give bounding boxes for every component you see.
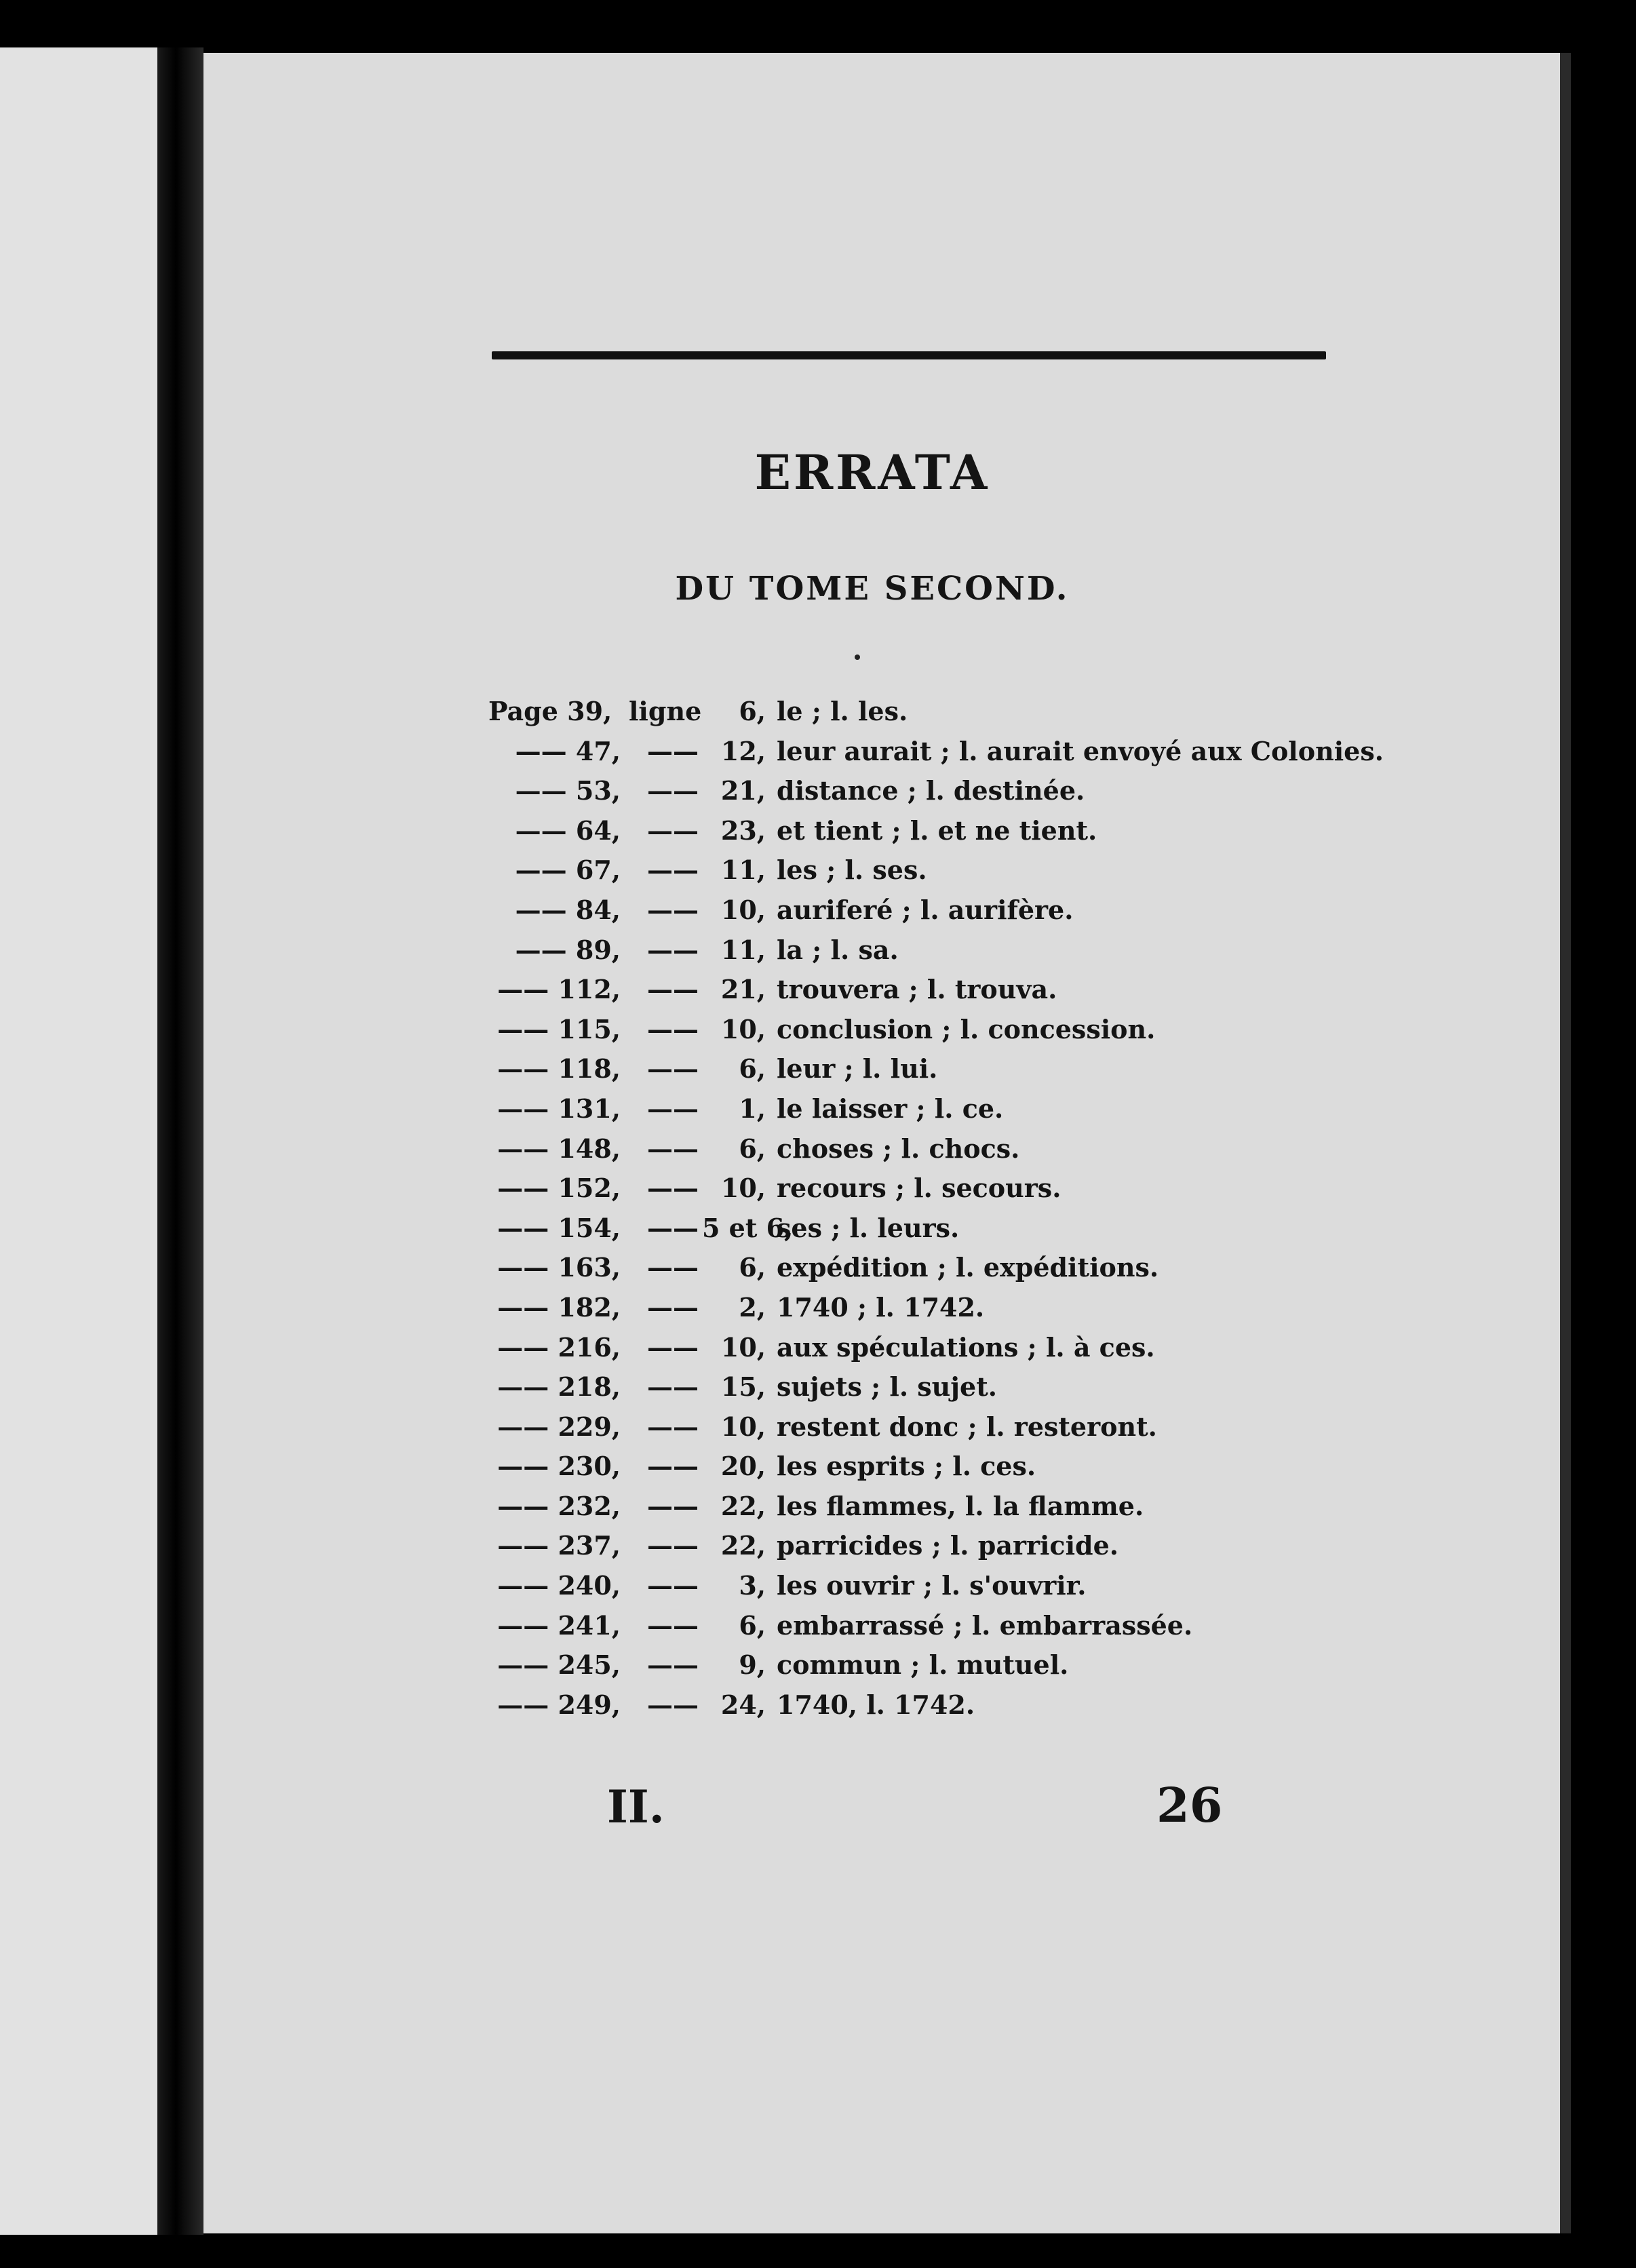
errata-page: —— 112, xyxy=(497,974,621,1005)
errata-correction: commun ; l. mutuel. xyxy=(777,1649,1069,1681)
errata-row xyxy=(488,1049,1574,1089)
errata-correction: le laisser ; l. ce. xyxy=(777,1093,1004,1124)
errata-correction: les ; l. ses. xyxy=(777,855,927,886)
errata-correction: 1740 ; l. 1742. xyxy=(777,1291,985,1323)
errata-correction: et tient ; l. et ne tient. xyxy=(777,815,1097,846)
errata-line-number: 21, xyxy=(720,775,766,806)
errata-ligne: —— xyxy=(647,1212,699,1243)
errata-line-number: 22, xyxy=(720,1490,766,1521)
errata-row xyxy=(488,1248,1574,1288)
errata-page: —— 245, xyxy=(497,1649,621,1681)
errata-correction: restent donc ; l. resteront. xyxy=(777,1411,1157,1442)
errata-line-number: 10, xyxy=(720,1173,766,1204)
errata-line-number: 2, xyxy=(739,1291,766,1323)
errata-row xyxy=(488,970,1574,1010)
page-title: ERRATA xyxy=(754,444,990,501)
errata-line-number: 10, xyxy=(720,1013,766,1044)
errata-ligne: —— xyxy=(647,855,699,886)
errata-line-number: 6, xyxy=(739,1053,766,1084)
errata-row xyxy=(488,1407,1574,1447)
errata-page: —— 232, xyxy=(497,1490,621,1521)
ornament-dot xyxy=(855,654,860,660)
errata-row xyxy=(488,1328,1574,1368)
errata-page: —— 64, xyxy=(515,815,621,846)
errata-row xyxy=(488,1169,1574,1209)
errata-page: —— 154, xyxy=(497,1212,621,1243)
errata-ligne: —— xyxy=(647,974,699,1005)
errata-correction: trouvera ; l. trouva. xyxy=(777,974,1057,1005)
errata-ligne: —— xyxy=(647,1173,699,1204)
errata-correction: sujets ; l. sujet. xyxy=(777,1371,998,1403)
page-subtitle: DU TOME SECOND. xyxy=(675,570,1070,608)
errata-page: Page 39, xyxy=(488,696,612,726)
errata-correction: les esprits ; l. ces. xyxy=(777,1451,1036,1482)
errata-line-number: 12, xyxy=(720,735,766,766)
errata-page: —— 152, xyxy=(497,1173,621,1204)
errata-ligne: —— xyxy=(647,1570,699,1601)
errata-page: —— 240, xyxy=(497,1570,621,1601)
errata-ligne: —— xyxy=(647,1291,699,1323)
errata-line-number: 6, xyxy=(739,1252,766,1283)
errata-line-number: 10, xyxy=(720,1331,766,1363)
errata-list xyxy=(488,692,1574,1725)
errata-correction: conclusion ; l. concession. xyxy=(777,1013,1156,1044)
errata-ligne: —— xyxy=(647,1093,699,1124)
errata-line-number: 15, xyxy=(720,1371,766,1403)
errata-ligne: —— xyxy=(647,934,699,965)
volume-number: II. xyxy=(607,1780,665,1833)
errata-line-number: 22, xyxy=(720,1530,766,1561)
errata-row xyxy=(488,732,1574,772)
errata-correction: distance ; l. destinée. xyxy=(777,775,1085,806)
errata-line-number: 9, xyxy=(739,1649,766,1681)
errata-line-number: 10, xyxy=(720,894,766,925)
errata-line-number: 21, xyxy=(720,974,766,1005)
errata-page: —— 89, xyxy=(515,934,621,965)
errata-row xyxy=(488,931,1574,971)
errata-ligne: —— xyxy=(647,1530,699,1561)
errata-ligne: —— xyxy=(647,1689,699,1720)
errata-line-number: 6, xyxy=(739,1609,766,1641)
errata-page: —— 84, xyxy=(515,894,621,925)
errata-page: —— 216, xyxy=(497,1331,621,1363)
errata-correction: embarrassé ; l. embarrassée. xyxy=(777,1609,1193,1641)
errata-ligne: —— xyxy=(647,1451,699,1482)
errata-row xyxy=(488,1209,1574,1249)
errata-page: —— 131, xyxy=(497,1093,621,1124)
errata-ligne: —— xyxy=(647,1053,699,1084)
errata-row xyxy=(488,1645,1574,1685)
errata-row xyxy=(488,1487,1574,1527)
errata-page: —— 47, xyxy=(515,735,621,766)
errata-page: —— 148, xyxy=(497,1133,621,1164)
errata-row xyxy=(488,1685,1574,1725)
facing-page xyxy=(0,47,176,2235)
errata-correction: aux spéculations ; l. à ces. xyxy=(777,1331,1155,1363)
errata-correction: ses ; l. leurs. xyxy=(777,1212,960,1243)
errata-ligne: —— xyxy=(647,1490,699,1521)
errata-row xyxy=(488,1526,1574,1566)
errata-correction: la ; l. sa. xyxy=(777,934,899,965)
errata-correction: le ; l. les. xyxy=(777,696,908,726)
errata-page: —— 118, xyxy=(497,1053,621,1084)
errata-correction: leur aurait ; l. aurait envoyé aux Colonies. xyxy=(777,735,1384,766)
errata-page: —— 53, xyxy=(515,775,621,806)
errata-row xyxy=(488,1129,1574,1169)
errata-row xyxy=(488,1089,1574,1129)
errata-ligne: —— xyxy=(647,1013,699,1044)
book-gutter xyxy=(157,47,203,2235)
errata-row xyxy=(488,771,1574,811)
errata-page: —— 230, xyxy=(497,1451,621,1482)
errata-line-number: 11, xyxy=(720,855,766,886)
errata-correction: leur ; l. lui. xyxy=(777,1053,938,1084)
errata-correction: expédition ; l. expéditions. xyxy=(777,1252,1159,1283)
errata-row xyxy=(488,850,1574,891)
errata-line-number: 24, xyxy=(720,1689,766,1720)
errata-row xyxy=(488,811,1574,851)
errata-ligne: —— xyxy=(647,1252,699,1283)
signature-mark: 26 xyxy=(1156,1777,1223,1833)
errata-page: —— 229, xyxy=(497,1411,621,1442)
errata-line-number: 6, xyxy=(739,1133,766,1164)
errata-ligne: —— xyxy=(647,1371,699,1403)
errata-line-number: 23, xyxy=(720,815,766,846)
errata-row xyxy=(488,1367,1574,1407)
errata-line-number: 1, xyxy=(739,1093,766,1124)
errata-ligne: —— xyxy=(647,1331,699,1363)
errata-row xyxy=(488,891,1574,931)
errata-correction: auriferé ; l. aurifère. xyxy=(777,894,1074,925)
errata-line-number: 11, xyxy=(720,934,766,965)
errata-ligne: —— xyxy=(647,894,699,925)
errata-page: —— 218, xyxy=(497,1371,621,1403)
errata-correction: choses ; l. chocs. xyxy=(777,1133,1020,1164)
errata-correction: les flammes, l. la flamme. xyxy=(777,1490,1144,1521)
errata-ligne: ligne xyxy=(629,696,702,726)
errata-correction: parricides ; l. parricide. xyxy=(777,1530,1118,1561)
errata-row xyxy=(488,1288,1574,1328)
errata-line-number: 20, xyxy=(720,1451,766,1482)
errata-correction: les ouvrir ; l. s'ouvrir. xyxy=(777,1570,1087,1601)
errata-page: —— 182, xyxy=(497,1291,621,1323)
errata-ligne: —— xyxy=(647,735,699,766)
errata-page: —— 237, xyxy=(497,1530,621,1561)
errata-correction: 1740, l. 1742. xyxy=(777,1689,975,1720)
errata-row xyxy=(488,1010,1574,1050)
errata-ligne: —— xyxy=(647,1133,699,1164)
errata-page: —— 241, xyxy=(497,1609,621,1641)
header-rule xyxy=(492,351,1326,359)
errata-page: —— 115, xyxy=(497,1013,621,1044)
errata-ligne: —— xyxy=(647,815,699,846)
errata-ligne: —— xyxy=(647,775,699,806)
errata-ligne: —— xyxy=(647,1609,699,1641)
errata-line-number: 6, xyxy=(739,696,766,726)
errata-page: —— 67, xyxy=(515,855,621,886)
errata-page: —— 163, xyxy=(497,1252,621,1283)
errata-line-number: 10, xyxy=(720,1411,766,1442)
errata-row xyxy=(488,692,1574,732)
errata-row xyxy=(488,1447,1574,1487)
errata-correction: recours ; l. secours. xyxy=(777,1173,1062,1204)
errata-ligne: —— xyxy=(647,1649,699,1681)
errata-line-number: 5 et 6, xyxy=(702,1212,794,1243)
errata-page: —— 249, xyxy=(497,1689,621,1720)
errata-line-number: 3, xyxy=(739,1570,766,1601)
errata-row xyxy=(488,1566,1574,1606)
errata-row xyxy=(488,1606,1574,1646)
errata-ligne: —— xyxy=(647,1411,699,1442)
